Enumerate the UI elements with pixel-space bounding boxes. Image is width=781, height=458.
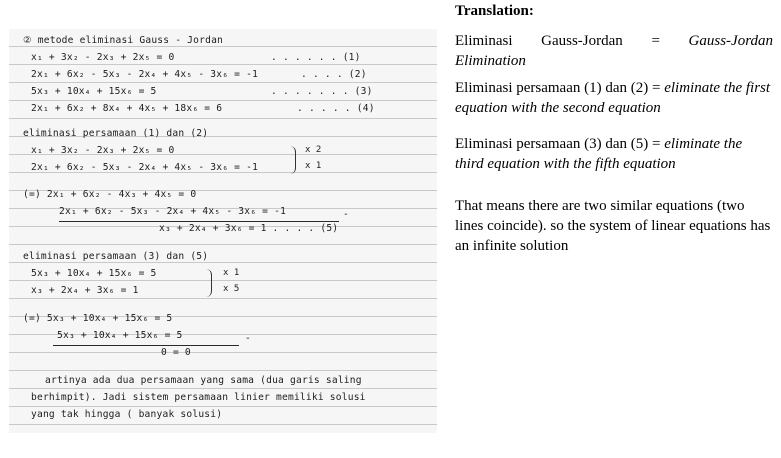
elim-3-5-title: eliminasi persamaan (3) dan (5): [23, 251, 209, 262]
elim-3-5-row-2: x₃ + 2x₄ + 3x₆ = 1: [31, 285, 139, 296]
elim-1-2-english: eliminate the first equation with the second equation: [455, 80, 771, 116]
elim-1-2-mult-1: x 2: [305, 145, 322, 155]
system-eq-4: 2x₁ + 6x₂ + 8x₄ + 4x₅ + 18x₆ = 6: [31, 103, 223, 114]
translation-title: Translation:: [455, 3, 534, 19]
translation-elim-1-2: [455, 78, 773, 118]
system-eq-3-label: . . . . . . . (3): [271, 86, 373, 97]
elim-3-5-result: 0 = 0: [161, 347, 191, 358]
elim-3-5-row-1: 5x₃ + 10x₄ + 15x₆ = 5: [31, 268, 157, 279]
handwritten-notes-scan: [9, 29, 437, 433]
term-elimination-en: Elimination: [455, 53, 526, 69]
system-eq-3: 5x₃ + 10x₄ + 15x₆ = 5: [31, 86, 157, 97]
translation-gauss-jordan: [455, 31, 773, 71]
conclusion-line-2: berhimpit). Jadi sistem persamaan linier memiliki solusi: [31, 392, 366, 403]
notes-heading: ② metode eliminasi Gauss - Jordan: [23, 35, 224, 46]
system-eq-2-label: . . . . (2): [301, 69, 367, 80]
elim-3-5-mult-1: x 1: [223, 268, 240, 278]
elim-1-2-work-2: 2x₁ + 6x₂ - 5x₃ - 2x₄ + 4x₅ - 3x₆ = -1: [59, 206, 287, 217]
elim-1-2-row-1: x₁ + 3x₂ - 2x₃ + 2x₅ = 0: [31, 145, 175, 156]
brace-1-2: [289, 146, 296, 174]
translation-elim-3-5: [455, 134, 773, 174]
system-eq-1: x₁ + 3x₂ - 2x₃ + 2x₅ = 0: [31, 52, 175, 63]
minus-sign-1: -: [343, 209, 349, 220]
brace-3-5: [205, 269, 212, 297]
term-gauss-jordan-en: Gauss-Jordan: [688, 33, 773, 49]
elim-1-2-mult-2: x 1: [305, 161, 322, 171]
term-eliminasi: Eliminasi: [455, 33, 513, 49]
system-eq-2: 2x₁ + 6x₂ - 5x₃ - 2x₄ + 4x₅ - 3x₆ = -1: [31, 69, 259, 80]
elim-1-2-title: eliminasi persamaan (1) dan (2): [23, 128, 209, 139]
elim-3-5-indonesian: Eliminasi persamaan (3) dan (5) =: [455, 136, 665, 152]
term-gauss-jordan: Gauss-Jordan: [541, 33, 623, 49]
conclusion-line-1: artinya ada dua persamaan yang sama (dua garis saling: [45, 375, 362, 386]
elim-3-5-mult-2: x 5: [223, 284, 240, 294]
elim-3-5-work-2: 5x₃ + 10x₄ + 15x₆ = 5: [57, 330, 183, 341]
subtraction-line-1: [59, 221, 339, 222]
elim-1-2-row-2: 2x₁ + 6x₂ - 5x₃ - 2x₄ + 4x₅ - 3x₆ = -1: [31, 162, 259, 173]
translation-panel: [455, 0, 773, 458]
subtraction-line-2: [53, 345, 239, 346]
elim-3-5-english: eliminate the third equation with the fifth equation: [455, 136, 743, 172]
conclusion-line-3: yang tak hingga ( banyak solusi): [31, 409, 223, 420]
system-eq-1-label: . . . . . . (1): [271, 52, 361, 63]
equals-sign: =: [651, 33, 660, 49]
elim-1-2-work-1: (=) 2x₁ + 6x₂ - 4x₃ + 4x₅ = 0: [23, 189, 197, 200]
elim-1-2-indonesian: Eliminasi persamaan (1) dan (2) =: [455, 80, 665, 96]
minus-sign-2: -: [245, 333, 251, 344]
system-eq-4-label: . . . . . (4): [297, 103, 375, 114]
translation-conclusion: That means there are two similar equations (two lines coincide). so the system of linear equations has an infinite solution: [455, 198, 771, 254]
elim-1-2-result: x₃ + 2x₄ + 3x₆ = 1 . . . . (5): [159, 223, 339, 234]
elim-3-5-work-1: (=) 5x₃ + 10x₄ + 15x₆ = 5: [23, 313, 173, 324]
